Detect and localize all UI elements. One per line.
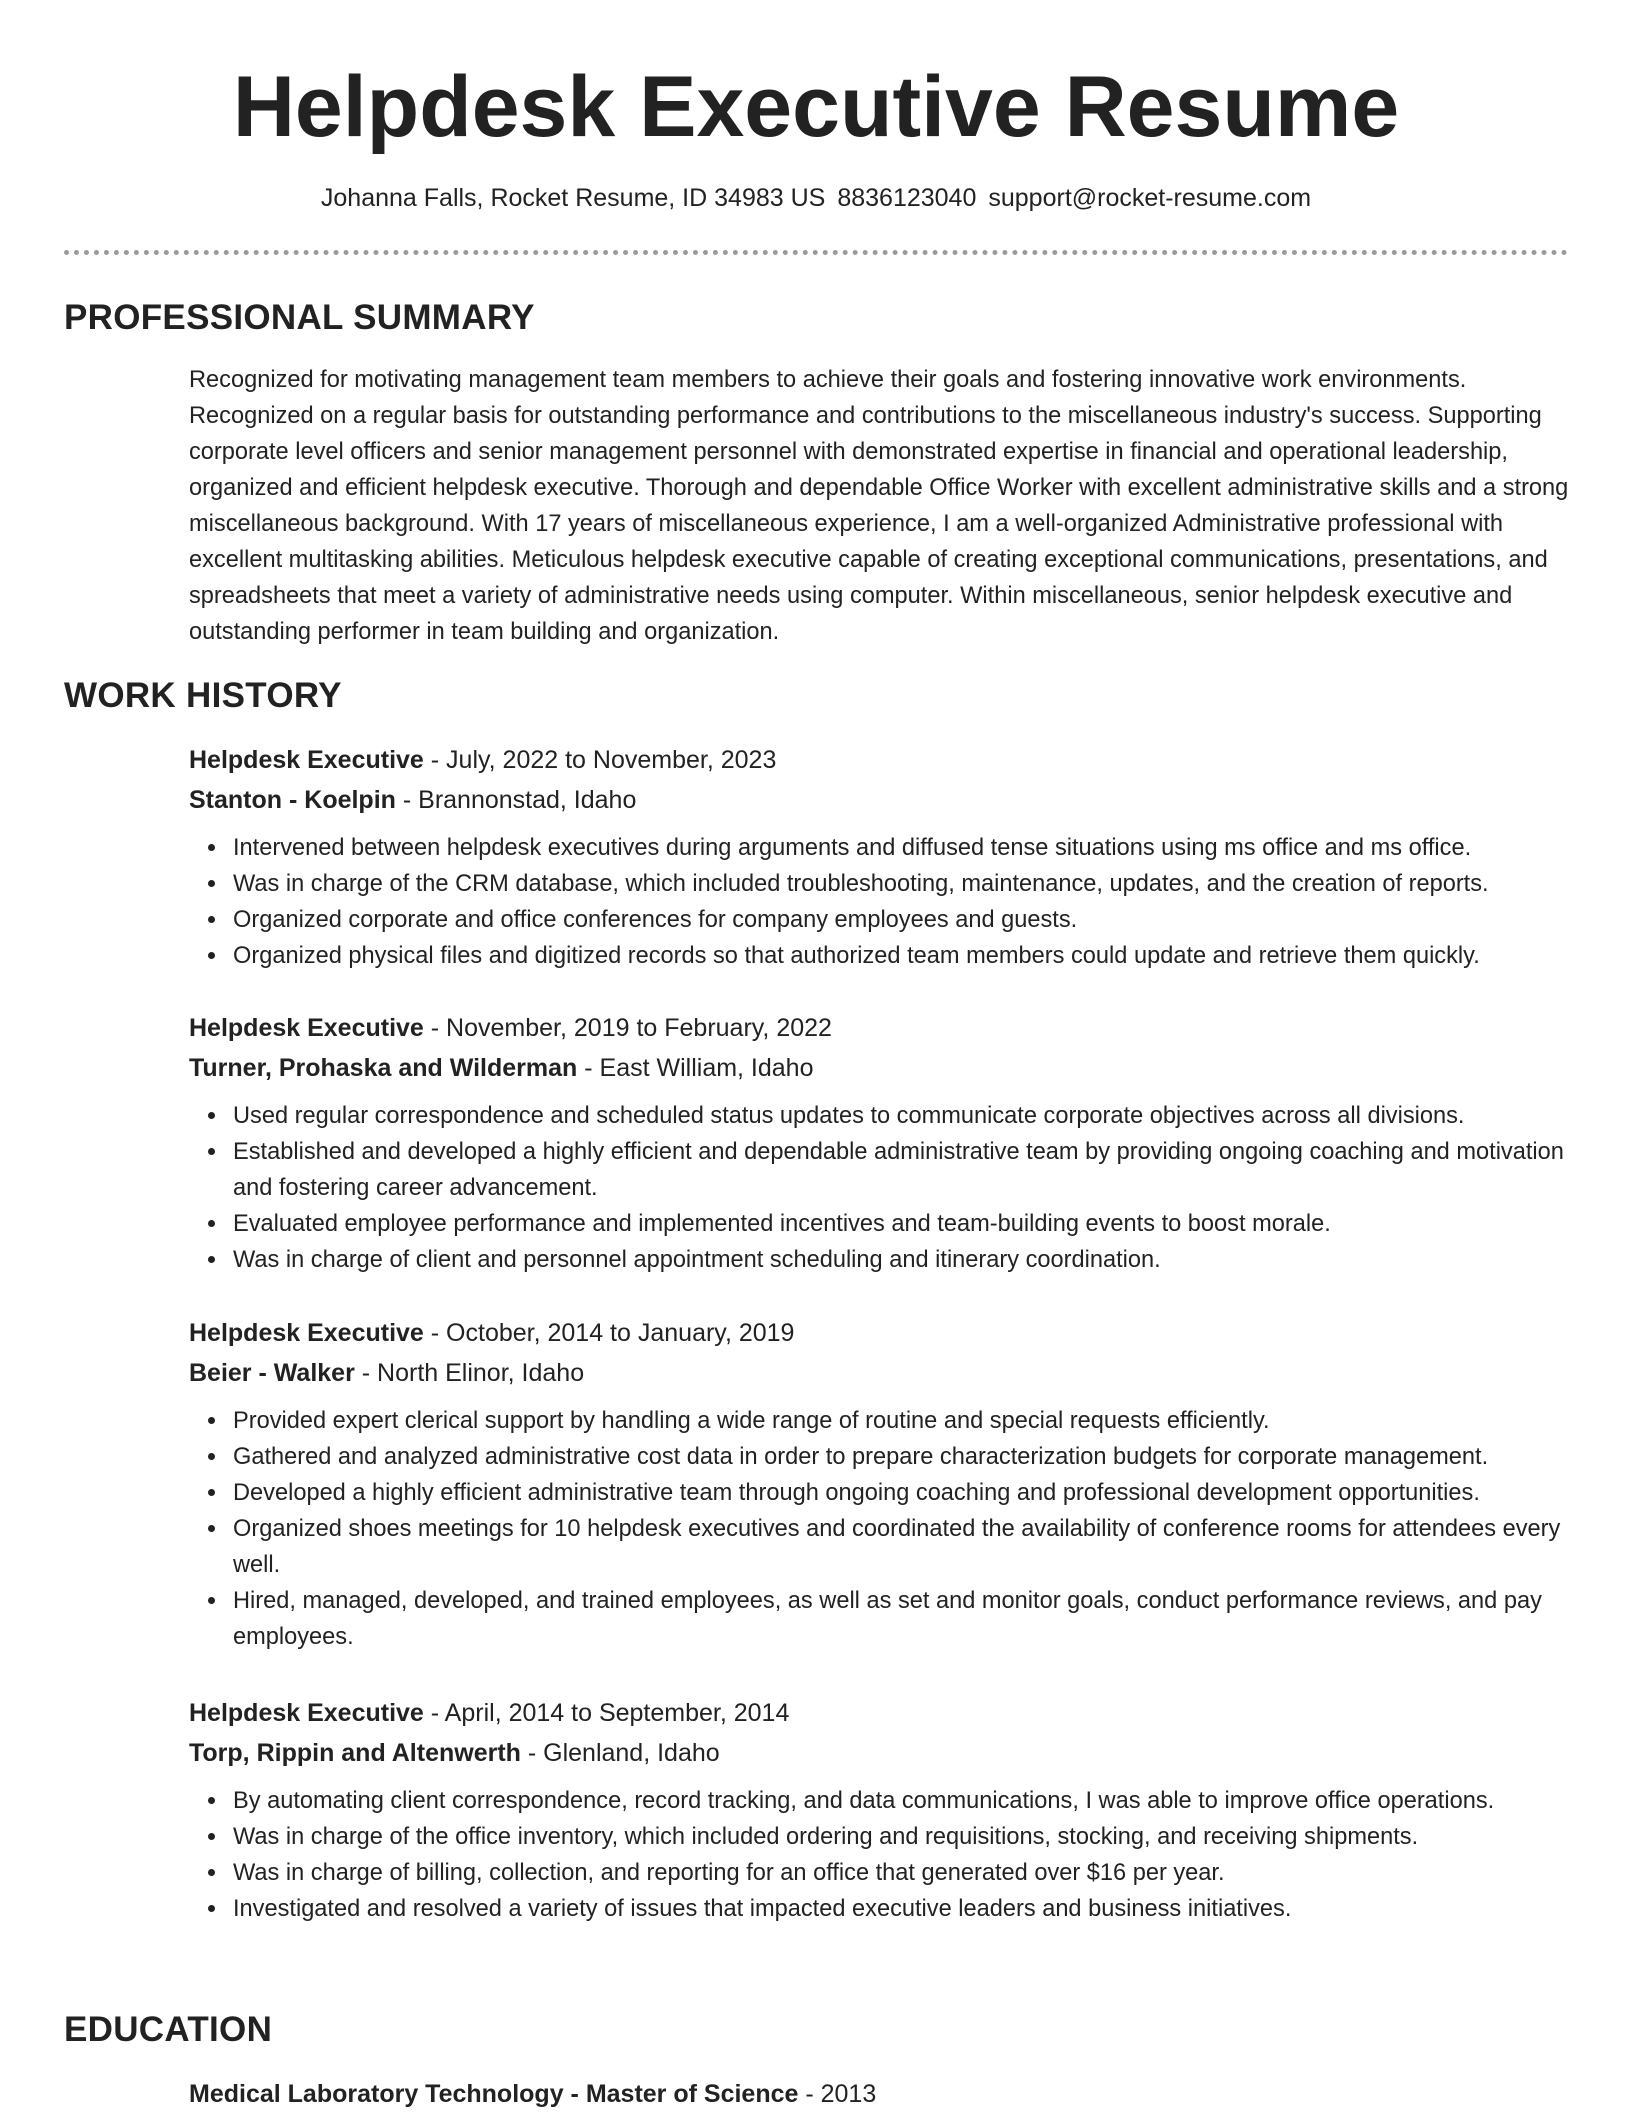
job-bullets	[189, 1403, 1569, 1655]
company-line	[189, 1733, 1569, 1773]
list-item: Was in charge of client and personnel appointment scheduling and itinerary coordination.	[233, 1242, 1569, 1278]
contact-email[interactable]: support@rocket-resume.com	[988, 184, 1312, 212]
company-name: Torp, Rippin and Altenwerth	[189, 1739, 521, 1767]
list-item: Provided expert clerical support by handling a wide range of routine and special requests efficiently.	[233, 1403, 1569, 1439]
job-bullets	[189, 830, 1569, 974]
education-heading: EDUCATION	[64, 2010, 273, 2049]
company-location: - North Elinor, Idaho	[354, 1359, 585, 1387]
degree-year: - 2013	[798, 2080, 877, 2108]
job-entry	[189, 1693, 1569, 1927]
summary-text: Recognized for motivating management team members to achieve their goals and fostering innovative work environments. Recognized on a regular basis for outstanding performance and contributions to the miscellaneous industry's success. Supporting corporate level officers and senior management personnel with demonstrated expertise in financial and operational leadership, organized and efficient helpdesk executive. Thorough and dependable Office Worker with excellent administrative skills and a strong miscellaneous background. With 17 years of miscellaneous experience, I am a well-organized Administrative professional with excellent multitasking abilities. Meticulous helpdesk executive capable of creating exceptional communications, presentations, and spreadsheets that meet a variety of administrative needs using computer. Within miscellaneous, senior helpdesk executive and outstanding performer in team building and organization.	[189, 367, 1569, 645]
contact-phone: 8836123040	[837, 184, 977, 212]
list-item: Intervened between helpdesk executives during arguments and diffused tense situations using ms office and ms office.	[233, 830, 1569, 866]
job-title-line	[189, 740, 1569, 780]
list-item: Gathered and analyzed administrative cost data in order to prepare characterization budgets for corporate management.	[233, 1439, 1569, 1475]
degree-name: Medical Laboratory Technology - Master of Science	[189, 2080, 799, 2108]
job-title: Helpdesk Executive	[189, 1699, 424, 1727]
list-item: Used regular correspondence and scheduled status updates to communicate corporate objectives across all divisions.	[233, 1098, 1569, 1134]
company-line	[189, 1353, 1569, 1393]
list-item: Established and developed a highly efficient and dependable administrative team by providing ongoing coaching and motivation and fostering career advancement.	[233, 1134, 1569, 1206]
header-divider	[64, 250, 1568, 255]
list-item: Organized physical files and digitized records so that authorized team members could update and retrieve them quickly.	[233, 938, 1569, 974]
contact-address: Johanna Falls, Rocket Resume, ID 34983 US	[320, 184, 826, 212]
list-item: Was in charge of the office inventory, which included ordering and requisitions, stocking, and receiving shipments.	[233, 1819, 1569, 1855]
company-name: Turner, Prohaska and Wilderman	[189, 1054, 578, 1082]
job-dates: - November, 2019 to February, 2022	[423, 1014, 832, 1042]
company-location: - Brannonstad, Idaho	[395, 786, 637, 814]
summary-heading: PROFESSIONAL SUMMARY	[64, 298, 535, 337]
job-title: Helpdesk Executive	[189, 1319, 424, 1347]
contact-line	[0, 180, 1632, 216]
job-title-line	[189, 1313, 1569, 1353]
education-entry	[189, 2074, 1569, 2114]
list-item: By automating client correspondence, record tracking, and data communications, I was able to improve office operations.	[233, 1783, 1569, 1819]
list-item: Organized shoes meetings for 10 helpdesk executives and coordinated the availability of conference rooms for attendees every well.	[233, 1511, 1569, 1583]
list-item: Hired, managed, developed, and trained employees, as well as set and monitor goals, conduct performance reviews, and pay employees.	[233, 1583, 1569, 1655]
company-name: Beier - Walker	[189, 1359, 355, 1387]
degree-line	[189, 2074, 1569, 2114]
job-title: Helpdesk Executive	[189, 746, 424, 774]
list-item: Investigated and resolved a variety of issues that impacted executive leaders and business initiatives.	[233, 1891, 1569, 1927]
job-title: Helpdesk Executive	[189, 1014, 424, 1042]
job-dates: - October, 2014 to January, 2019	[423, 1319, 795, 1347]
company-location: - Glenland, Idaho	[520, 1739, 720, 1767]
job-entry	[189, 740, 1569, 974]
job-dates: - July, 2022 to November, 2023	[423, 746, 777, 774]
job-entry	[189, 1008, 1569, 1278]
list-item: Was in charge of billing, collection, and reporting for an office that generated over $16 per year.	[233, 1855, 1569, 1891]
job-bullets	[189, 1783, 1569, 1927]
job-title-line	[189, 1693, 1569, 1733]
list-item: Evaluated employee performance and implemented incentives and team-building events to boost morale.	[233, 1206, 1569, 1242]
list-item: Organized corporate and office conferences for company employees and guests.	[233, 902, 1569, 938]
job-dates: - April, 2014 to September, 2014	[423, 1699, 790, 1727]
job-bullets	[189, 1098, 1569, 1278]
job-entry	[189, 1313, 1569, 1655]
job-title-line	[189, 1008, 1569, 1048]
company-line	[189, 780, 1569, 820]
company-location: - East William, Idaho	[577, 1054, 814, 1082]
company-line	[189, 1048, 1569, 1088]
company-name: Stanton - Koelpin	[189, 786, 396, 814]
resume-title: Helpdesk Executive Resume	[232, 59, 1400, 155]
list-item: Was in charge of the CRM database, which included troubleshooting, maintenance, updates, and the creation of reports.	[233, 866, 1569, 902]
list-item: Developed a highly efficient administrative team through ongoing coaching and professional development opportunities.	[233, 1475, 1569, 1511]
work-history-heading: WORK HISTORY	[64, 676, 342, 715]
